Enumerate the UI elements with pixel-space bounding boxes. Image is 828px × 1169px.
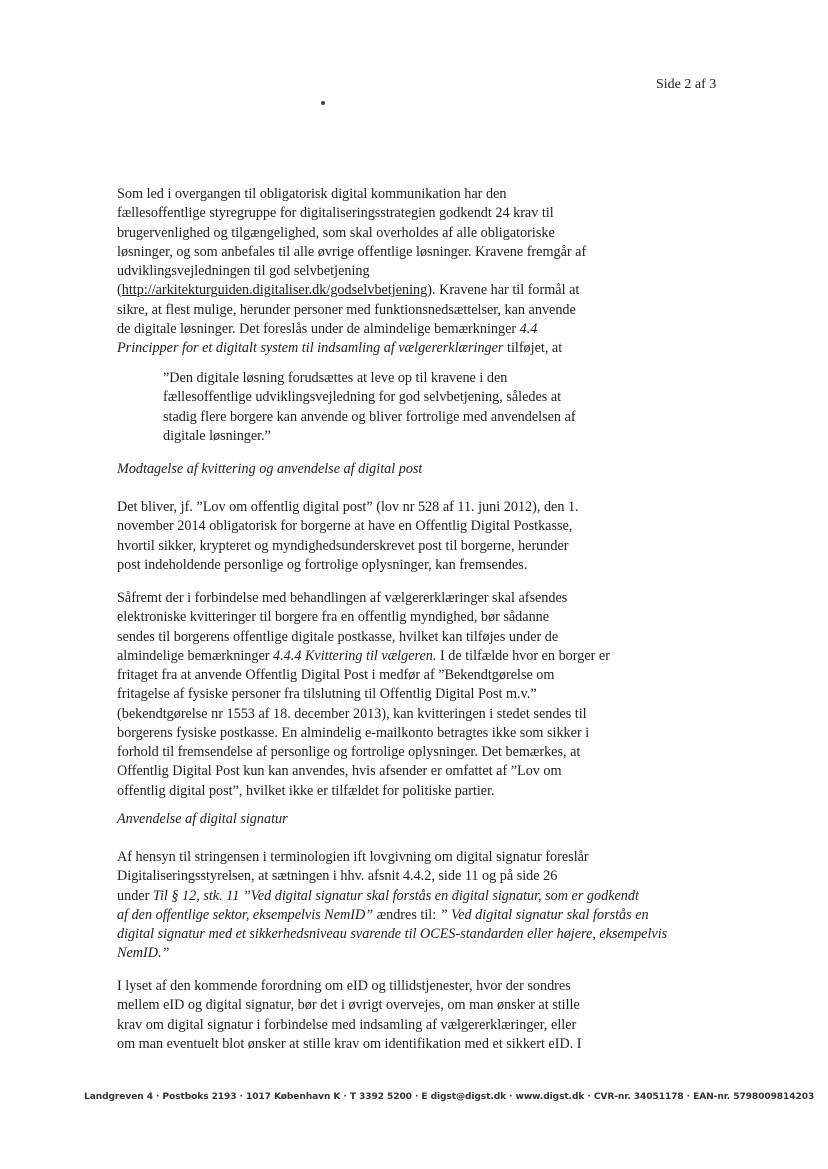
text-line: [117, 647, 617, 666]
paragraph-receipts: [117, 589, 617, 801]
italic-text: af den offentlige sektor, eksempelvis NemID”: [117, 906, 374, 923]
text-line: stadig flere borgere kan anvende og bliver fortrolige med anvendelsen af: [163, 408, 576, 425]
text-run: ændres til:: [373, 906, 440, 923]
hyperlink[interactable]: http://arkitekturguiden.digitaliser.dk/godselvbetjening: [121, 282, 428, 299]
footer-address: Landgreven 4 · Postboks 2193 · 1017 København K · T 3392 5200 · E digst@digst.dk · www.digst.dk · CVR-nr. 34051178 · EAN-nr. 5798009814203: [84, 1092, 815, 1102]
text-line: fritaget fra at anvende Offentlig Digital Post i medfør af ”Bekendtgørelse om: [117, 667, 555, 683]
text-line: fællesoffentlige styregruppe for digitaliseringsstrategien godkendt 24 krav til: [117, 205, 554, 222]
text-line: om man eventuelt blot ønsker at stille krav om identifikation med et sikkert eID. I: [117, 1035, 582, 1052]
text-line: brugervenlighed og tilgængelighed, som skal overholdes af alle obligatoriske: [117, 224, 555, 241]
text-line: [117, 281, 617, 300]
paragraph-intro: [117, 185, 617, 358]
italic-text: Til § 12, stk. 11 ”Ved digital signatur skal forstås en digital signatur, som er godkendt: [152, 887, 639, 904]
text-line: Offentlig Digital Post kun kan anvendes, hvis afsender er omfattet af ”Lov om: [117, 763, 562, 780]
text-line: hvortil sikker, krypteret og myndighedsunderskrevet post til borgerne, herunder: [117, 537, 569, 554]
text-line: borgerens fysiske postkasse. En almindelig e-mailkonto betragtes ikke som sikker i: [117, 724, 590, 741]
text-line: I lyset af den kommende forordning om eID og tillidstjenester, hvor der sondres: [117, 978, 571, 994]
text-line: november 2014 obligatorisk for borgerne at have en Offentlig Digital Postkasse,: [117, 518, 573, 535]
paragraph-signature-terminology: [117, 848, 668, 964]
text-line: [117, 944, 617, 963]
text-run: under: [117, 887, 153, 904]
text-run: I de tilfælde hvor en borger er: [436, 647, 610, 664]
italic-text: Principper for et digitalt system til indsamling af vælgererklæringer: [117, 340, 504, 356]
text-line: krav om digital signatur i forbindelse med indsamling af vælgererklæringer, eller: [117, 1016, 577, 1033]
bullet-dot: [321, 101, 325, 105]
text-line: løsninger, og som anbefales til alle øvrige offentlige løsninger. Kravene fremgår af: [117, 243, 587, 260]
italic-text: 4.4: [519, 320, 538, 337]
italic-text: digital signatur med et sikkerhedsniveau svarende til OCES-standarden eller højere, eksempelvis: [117, 926, 668, 942]
section-heading-digital-signature: Anvendelse af digital signatur: [117, 811, 288, 827]
text-run: ). Kravene har til formål at: [427, 282, 580, 299]
text-line: fritagelse af fysiske personer fra tilslutning til Offentlig Digital Post m.v.”: [117, 686, 537, 703]
italic-text: NemID.”: [117, 945, 170, 962]
text-run: almindelige bemærkninger: [117, 647, 274, 664]
text-line: [117, 320, 617, 339]
text-line: Såfremt der i forbindelse med behandlingen af vælgererklæringer skal afsendes: [117, 590, 568, 606]
text-line: [117, 339, 617, 358]
italic-text: ” Ved digital signatur skal forstås en: [439, 906, 649, 923]
text-run: tilføjet, at: [503, 340, 563, 356]
text-line: forhold til fremsendelse af personlige og fortrolige oplysninger. Det bemærkes, at: [117, 744, 581, 760]
text-line: Det bliver, jf. ”Lov om offentlig digital post” (lov nr 528 af 11. juni 2012), den 1.: [117, 499, 579, 515]
paragraph-digital-post-law: [117, 498, 617, 575]
text-line: [117, 925, 668, 944]
text-line: fællesoffentlige udviklingsvejledning for god selvbetjening, således at: [163, 389, 562, 406]
italic-text: 4.4.4 Kvittering til vælgeren.: [273, 647, 437, 664]
text-run: de digitale løsninger. Det foreslås under de almindelige bemærkninger: [117, 320, 520, 337]
text-line: ”Den digitale løsning forudsættes at leve op til kravene i den: [163, 370, 508, 386]
text-line: elektroniske kvitteringer til borgere fra en offentlig myndighed, bør sådanne: [117, 609, 550, 626]
text-line: offentlig digital post”, hvilket ikke er tilfældet for politiske partier.: [117, 782, 495, 799]
text-line: udviklingsvejledningen til god selvbetjening: [117, 263, 370, 279]
text-line: Af hensyn til stringensen i terminologien ift lovgivning om digital signatur foreslår: [117, 849, 589, 865]
text-line: sendes til borgerens offentlige digitale postkasse, hvilket kan tilføjes under de: [117, 628, 559, 645]
text-line: (bekendtgørelse nr 1553 af 18. december 2013), kan kvitteringen i stedet sendes til: [117, 705, 587, 722]
text-line: [117, 906, 649, 925]
text-line: [117, 887, 639, 906]
text-line: sikre, at flest mulige, herunder personer med funktionsnedsættelser, kan anvende: [117, 301, 576, 318]
paragraph-eid-regulation: [117, 977, 617, 1054]
section-heading-digital-post: Modtagelse af kvittering og anvendelse af digital post: [117, 461, 423, 477]
text-line: Som led i overgangen til obligatorisk digital kommunikation har den: [117, 186, 507, 202]
text-line: mellem eID og digital signatur, bør det i øvrigt overvejes, om man ønsker at stille: [117, 997, 580, 1014]
text-line: Digitaliseringsstyrelsen, at sætningen i hhv. afsnit 4.4.2, side 11 og på side 26: [117, 868, 558, 885]
quote-block: [163, 369, 618, 446]
text-run: (: [117, 282, 122, 299]
page-number: Side 2 af 3: [656, 77, 717, 92]
text-line: digitale løsninger.”: [163, 427, 271, 444]
text-line: post indeholdende personlige og fortrolige oplysninger, kan fremsendes.: [117, 556, 528, 573]
